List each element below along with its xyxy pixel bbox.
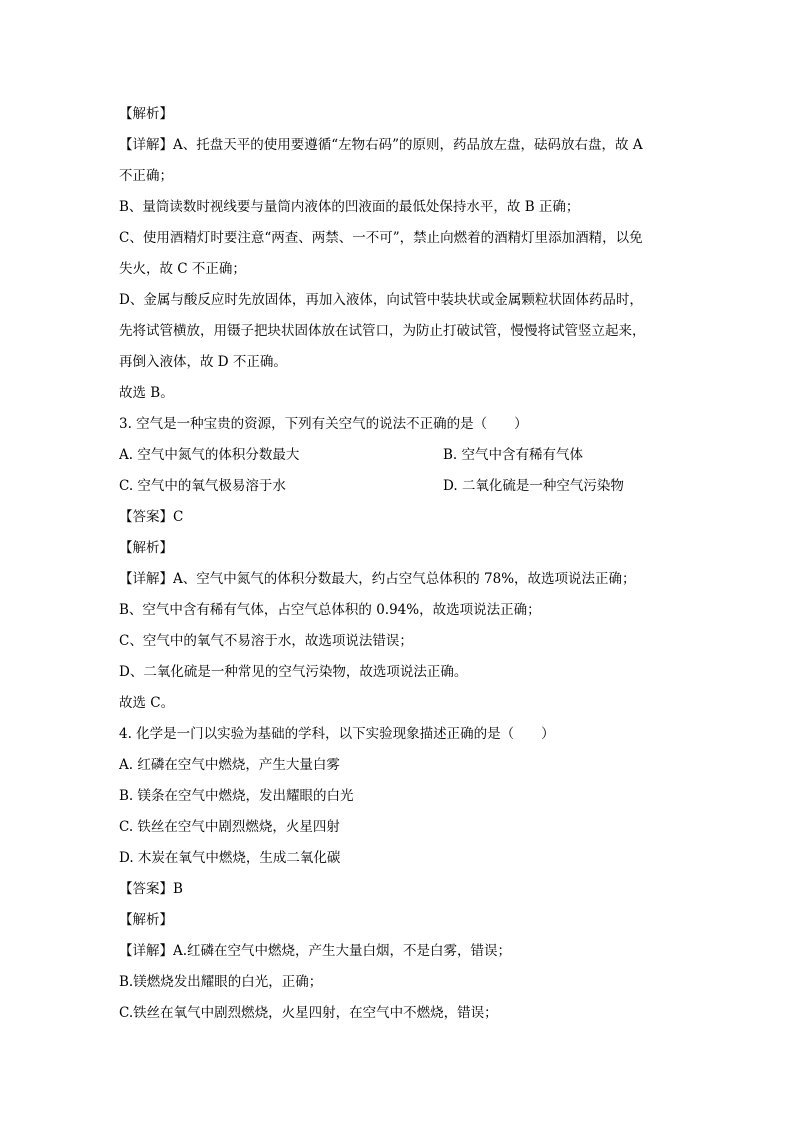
q3-option-c: C. 空气中的氧气极易溶于水 [119, 478, 286, 494]
q3-option-b: B. 空气中含有稀有气体 [443, 447, 584, 463]
q2-detail-b: B、量筒读数时视线要与量筒内液体的凹液面的最低处保持水平，故 B 正确； [119, 199, 580, 215]
q2-detail-d-1: D、金属与酸反应时先放固体，再加入液体，向试管中装块状或金属颗粒状固体药品时， [119, 292, 643, 308]
q4-detail-b: B.镁燃烧发出耀眼的白光，正确； [119, 974, 323, 990]
q3-detail-a: 【详解】A、空气中氮气的体积分数最大，约占空气总体积的 78%，故选项说法正确； [119, 571, 636, 587]
q3-detail-c: C、空气中的氧气不易溶于水，故选项说法错误； [119, 633, 413, 649]
q2-detail-a-2: 不正确； [119, 168, 173, 184]
q2-detail-d-3: 再倒入液体，故 D 不正确。 [119, 354, 287, 370]
q4-option-b: B. 镁条在空气中燃烧，发出耀眼的白光 [119, 788, 354, 804]
q3-detail-d: D、二氧化硫是一种常见的空气污染物，故选项说法正确。 [119, 664, 468, 680]
q4-detail-c: C.铁丝在氧气中剧烈燃烧，火星四射，在空气中不燃烧，错误； [119, 1005, 498, 1021]
q4-option-c: C. 铁丝在空气中剧烈燃烧，火星四射 [119, 819, 340, 835]
q4-analysis-heading: 【解析】 [119, 912, 173, 928]
q4-detail-a: 【详解】A.红磷在空气中燃烧，产生大量白烟，不是白雾，错误； [119, 943, 512, 959]
q2-detail-c-2: 失火，故 C 不正确； [119, 261, 246, 277]
q3-answer: 【答案】C [119, 509, 184, 525]
q4-option-d: D. 木炭在氧气中燃烧，生成二氧化碳 [119, 850, 341, 866]
q2-detail-c-1: C、使用酒精灯时要注意“两查、两禁、一不可”，禁止向燃着的酒精灯里添加酒精，以免 [119, 230, 643, 246]
q3-analysis-heading: 【解析】 [119, 540, 173, 556]
q3-detail-b: B、空气中含有稀有气体，占空气总体积的 0.94%，故选项说法正确； [119, 602, 541, 618]
q2-conclusion: 故选 B。 [119, 385, 174, 401]
question-4: 4. 化学是一门以实验为基础的学科，以下实验现象描述正确的是（ ） [119, 726, 555, 742]
q3-conclusion: 故选 C。 [119, 695, 175, 711]
q4-option-a: A. 红磷在空气中燃烧，产生大量白雾 [119, 757, 340, 773]
q3-option-a: A. 空气中氮气的体积分数最大 [119, 447, 300, 463]
q2-detail-d-2: 先将试管横放，用镊子把块状固体放在试管口，为防止打破试管，慢慢将试管竖立起来， [119, 323, 646, 339]
q4-answer: 【答案】B [119, 881, 183, 897]
analysis-heading: 【解析】 [119, 106, 173, 122]
q3-option-d: D. 二氧化硫是一种空气污染物 [443, 478, 624, 494]
question-3: 3. 空气是一种宝贵的资源，下列有关空气的说法不正确的是（ ） [119, 416, 528, 432]
q2-detail-a-1: 【详解】A、托盘天平的使用要遵循“左物右码”的原则，药品放左盘，砝码放右盘，故 A [119, 137, 643, 153]
